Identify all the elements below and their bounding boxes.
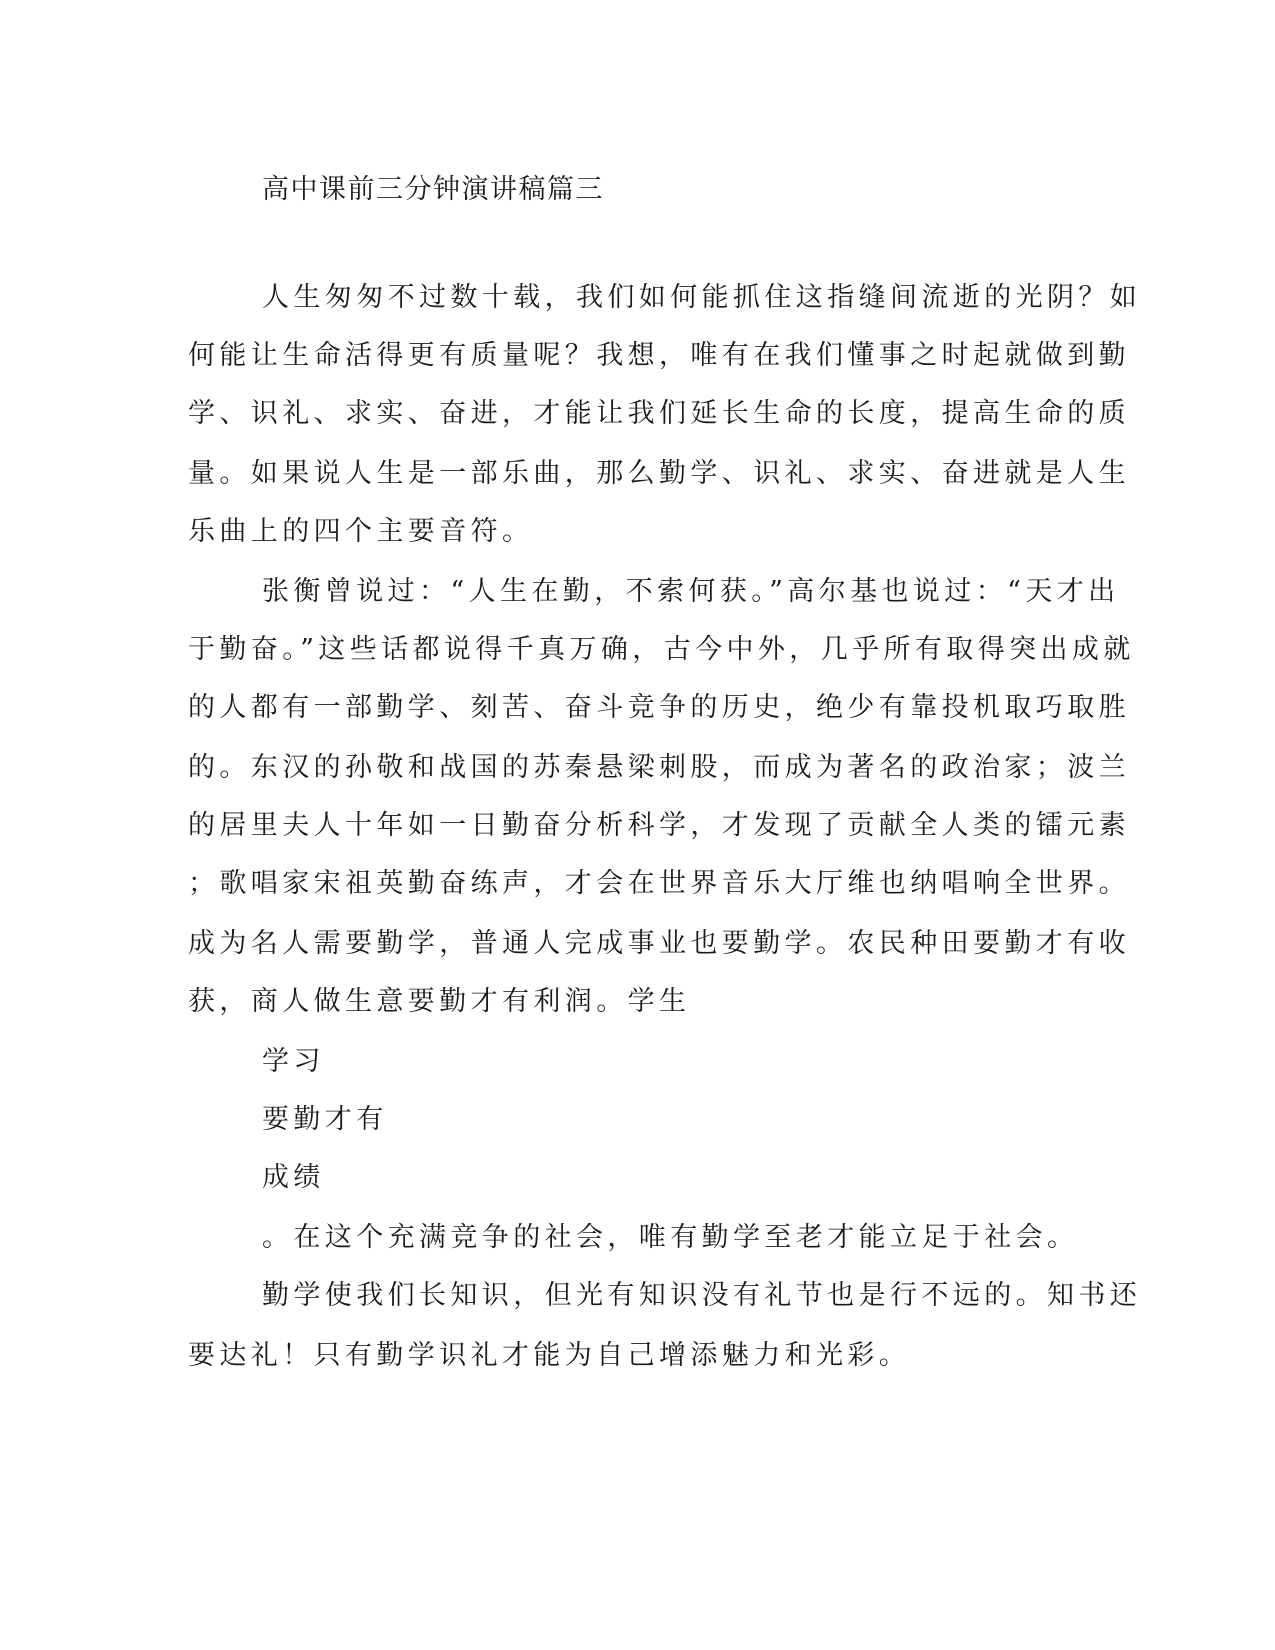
paragraph-line: 学习 xyxy=(262,1046,325,1077)
paragraph-line: 。在这个充满竞争的社会，唯有勤学至老才能立足于社会。 xyxy=(262,1222,1079,1253)
paragraph-line: 成绩 xyxy=(262,1162,325,1193)
paragraph-line: 于勤奋。”这些话都说得千真万确，古今中外，几乎所有取得突出成就 xyxy=(188,634,1135,665)
paragraph-line: 获，商人做生意要勤才有利润。学生 xyxy=(188,986,691,1017)
paragraph-line: 的。东汉的孙敬和战国的苏秦悬梁刺股，而成为著名的政治家；波兰 xyxy=(188,752,1130,783)
paragraph-line: 人生匆匆不过数十载，我们如何能抓住这指缝间流逝的光阴？如 xyxy=(262,282,1142,313)
paragraph-line: 乐曲上的四个主要音符。 xyxy=(188,516,534,547)
paragraph-line: 的居里夫人十年如一日勤奋分析科学，才发现了贡献全人类的镭元素 xyxy=(188,810,1130,841)
paragraph-line: 量。如果说人生是一部乐曲，那么勤学、识礼、求实、奋进就是人生 xyxy=(188,458,1130,489)
paragraph-line: 张衡曾说过：“人生在勤，不索何获。”高尔基也说过：“天才出 xyxy=(262,576,1120,607)
paragraph-line: 要达礼！只有勤学识礼才能为自己增添魅力和光彩。 xyxy=(188,1340,911,1371)
paragraph-line: 学、识礼、求实、奋进，才能让我们延长生命的长度，提高生命的质 xyxy=(188,398,1130,429)
document-title: 高中课前三分钟演讲稿篇三 xyxy=(262,174,604,205)
paragraph-line: 要勤才有 xyxy=(262,1104,388,1135)
paragraph-line: ；歌唱家宋祖英勤奋练声，才会在世界音乐大厅维也纳唱响全世界。 xyxy=(188,868,1130,899)
paragraph-line: 何能让生命活得更有质量呢？我想，唯有在我们懂事之时起就做到勤 xyxy=(188,340,1130,371)
paragraph-line: 成为名人需要勤学，普通人完成事业也要勤学。农民种田要勤才有收 xyxy=(188,928,1130,959)
paragraph-line: 的人都有一部勤学、刻苦、奋斗竞争的历史，绝少有靠投机取巧取胜 xyxy=(188,692,1130,723)
paragraph-line: 勤学使我们长知识，但光有知识没有礼节也是行不远的。知书还 xyxy=(262,1280,1142,1311)
